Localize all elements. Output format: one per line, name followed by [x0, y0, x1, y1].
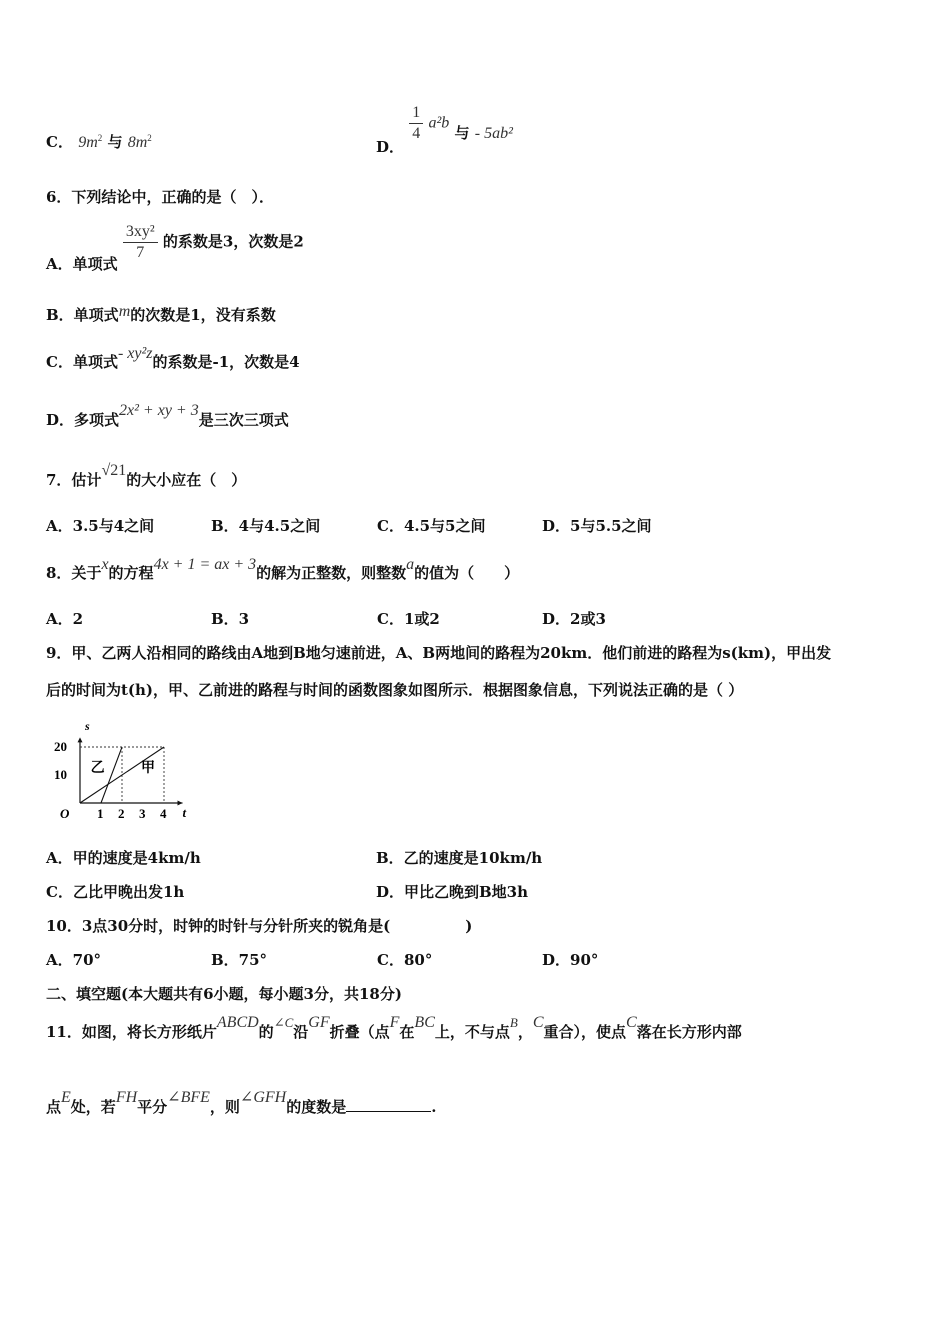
series-label-jia: 甲 [141, 761, 155, 777]
q7-option-c: C．4.5与5之间 [377, 517, 486, 535]
x-axis-label: t [182, 805, 187, 820]
q9-option-a: A．甲的速度是4km/h [46, 849, 201, 867]
sqrt-21: √21 [101, 462, 127, 479]
q9-option-d: D．甲比乙晚到B地3h [376, 883, 529, 901]
q8-option-d: D．2或3 [542, 610, 606, 628]
fraction-1-4: $\frac{1}{4}$ [409, 103, 423, 144]
q9-option-c: C．乙比甲晚出发1h [46, 883, 185, 901]
q9-option-b: B．乙的速度是10km/h [376, 849, 543, 867]
q7-option-a: A．3.5与4之间 [46, 517, 155, 535]
q6-option-a: A．单项式 $\frac{\text{3xy²}}{7}$ 的系数是3，次数是2 [46, 223, 304, 273]
x-tick-label-4: 4 [160, 806, 167, 821]
section-2-title: 二、填空题(本大题共有6小题，每小题3分，共18分) [46, 985, 402, 1003]
q7-stem: 7．估计√21的大小应在（ ） [46, 462, 247, 489]
q9-stem-line2: 后的时间为t(h)，甲、乙前进的路程与时间的函数图象如图所示．根据图象信息，下列说法正确的是（ ） [46, 681, 744, 699]
y-axis-label: s [85, 720, 90, 733]
answer-blank[interactable] [346, 1097, 431, 1112]
q9-line-chart [52, 720, 202, 830]
y-tick-label-20: 20 [54, 739, 67, 754]
q10-option-d: D．90° [542, 951, 599, 969]
x-tick-label-1: 1 [97, 806, 104, 821]
q8-option-a: A．2 [46, 610, 84, 628]
fraction-3xy2-7: $\frac{\text{3xy²}}{7}$ [123, 222, 158, 263]
y-tick-label-10: 10 [54, 767, 67, 782]
origin-label: O [60, 806, 70, 821]
math-9m2: 9m [78, 134, 98, 151]
q9-stem-line1: 9．甲、乙两人沿相同的路线由A地到B地匀速前进，A、B两地间的路程为20km．他们前进的路程为s(km)，甲出发 [46, 644, 832, 662]
q7-option-b: B．4与4.5之间 [211, 517, 321, 535]
q7-option-d: D．5与5.5之间 [542, 517, 652, 535]
x-tick-label-2: 2 [118, 806, 125, 821]
q6-option-b: B．单项式m的次数是1，没有系数 [46, 303, 276, 324]
q10-option-a: A．70° [46, 951, 102, 969]
q6-option-c: C．单项式- xy²z的系数是-1，次数是4 [46, 345, 300, 371]
q8-option-b: B．3 [211, 610, 250, 628]
q10-option-c: C．80° [377, 951, 433, 969]
x-tick-label-3: 3 [139, 806, 146, 821]
q6-option-d: D．多项式2x² + xy + 3是三次三项式 [46, 402, 289, 429]
q5-option-d: D． $\frac{1}{4}$ a²b 与 - 5ab² [376, 104, 513, 156]
series-label-yi: 乙 [90, 761, 105, 777]
q8-option-c: C．1或2 [377, 610, 440, 628]
q10-option-b: B．75° [211, 951, 268, 969]
q11-line2: 点E处，若FH平分∠BFE，则∠GFH的度数是 . [46, 1089, 437, 1116]
q11-line1: 11．如图，将长方形纸片ABCD的∠C沿GF折叠（点F在BC上，不与点B，C重合），使点C落在长方形内部 [46, 1014, 742, 1041]
math-8m2: 8m [127, 134, 148, 151]
q6-stem: 6．下列结论中，正确的是（ ）． [46, 188, 274, 206]
q5-option-c: C． $9m^2$ 与 $8m^2$ [46, 133, 152, 151]
y-axis-arrow [78, 737, 83, 742]
q10-stem: 10．3点30分时，时钟的时针与分针所夹的锐角是( ) [46, 917, 473, 935]
q8-stem: 8．关于x的方程4x + 1 = ax + 3的解为正整数，则整数a的值为（ ） [46, 556, 520, 582]
